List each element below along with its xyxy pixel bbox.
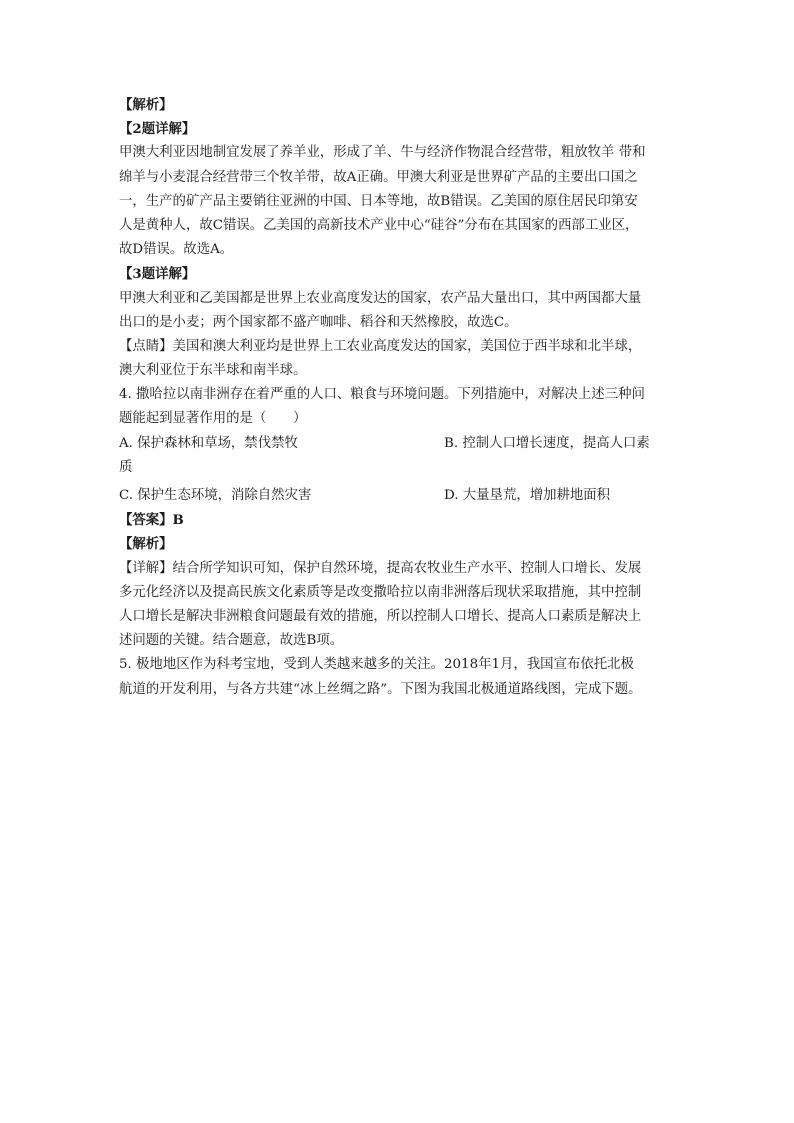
option-a: A. 保护森林和草场，禁伐禁牧 — [119, 435, 298, 451]
question-4-stem: 4. 撒哈拉以南非洲存在着严重的人口、粮食与环境问题。下列措施中，对解决上述三种问 — [119, 387, 645, 403]
document-body — [119, 93, 679, 702]
body-line: 人口增长是解决非洲粮食问题最有效的措施，所以控制人口增长、提高人口素质是解决上 — [119, 608, 642, 624]
body-line: 人是黄种人，故C错误。乙美国的高新技术产业中心“硅谷”分布在其国家的西部工业区， — [119, 217, 639, 233]
body-line: 故D错误。故选A。 — [119, 242, 234, 258]
body-line: 甲澳大利亚和乙美国都是世界上农业高度发达的国家，农产品大量出口，其中两国都大量 — [119, 290, 642, 306]
body-line: 甲澳大利亚因地制宜发展了养羊业，形成了羊、牛与经济作物混合经营带，粗放牧羊 带和 — [119, 145, 646, 161]
body-line: 一，生产的矿产品主要销往亚洲的中国、日本等地，故B错误。乙美国的原住居民印第安 — [119, 193, 638, 209]
body-line: 多元化经济以及提高民族文化素质等是改变撒哈拉以南非洲落后现状采取措施，其中控制 — [119, 584, 642, 600]
options-row-cd — [119, 484, 679, 508]
analysis-heading-2: 【解析】 — [119, 536, 173, 553]
options-row-ab — [119, 432, 679, 456]
body-line: 澳大利亚位于东半球和南半球。 — [119, 363, 307, 379]
body-line: 述问题的关键。结合题意，故选B项。 — [119, 633, 344, 649]
body-line: 出口的是小麦；两个国家都不盛产咖啡、稻谷和天然橡胶，故选C。 — [119, 314, 518, 330]
question-5-stem: 5. 极地地区作为科考宝地，受到人类越来越多的关注。2018年1月，我国宣布依托北极 — [119, 657, 634, 673]
option-b-continuation: 质 — [119, 459, 133, 475]
answer-line: 【答案】B — [119, 512, 184, 529]
question-4-stem-cont: 题能起到显著作用的是（ ） — [119, 411, 307, 427]
question-5-stem-cont: 航道的开发利用，与各方共建“冰上丝绸之路”。下图为我国北极通道路线图，完成下题。 — [119, 681, 642, 697]
key-point-line: 【点睛】美国和澳大利亚均是世界上工农业高度发达的国家，美国位于西半球和北半球， — [119, 338, 642, 354]
q2-detail-heading: 【2题详解】 — [119, 121, 196, 138]
analysis-heading: 【解析】 — [119, 97, 173, 113]
option-d: D. 大量垦荒，增加耕地面积 — [444, 488, 611, 503]
option-b: B. 控制人口增长速度，提高人口素 — [444, 435, 650, 451]
body-line: 绵羊与小麦混合经营带三个牧羊带，故A正确。甲澳大利亚是世界矿产品的主要出口国之 — [119, 169, 638, 185]
option-c: C. 保护生态环境，消除自然灾害 — [119, 488, 312, 503]
detail-line: 【详解】结合所学知识可知，保护自然环境，提高农牧业生产水平、控制人口增长、发展 — [119, 560, 642, 576]
q3-detail-heading: 【3题详解】 — [119, 266, 196, 283]
